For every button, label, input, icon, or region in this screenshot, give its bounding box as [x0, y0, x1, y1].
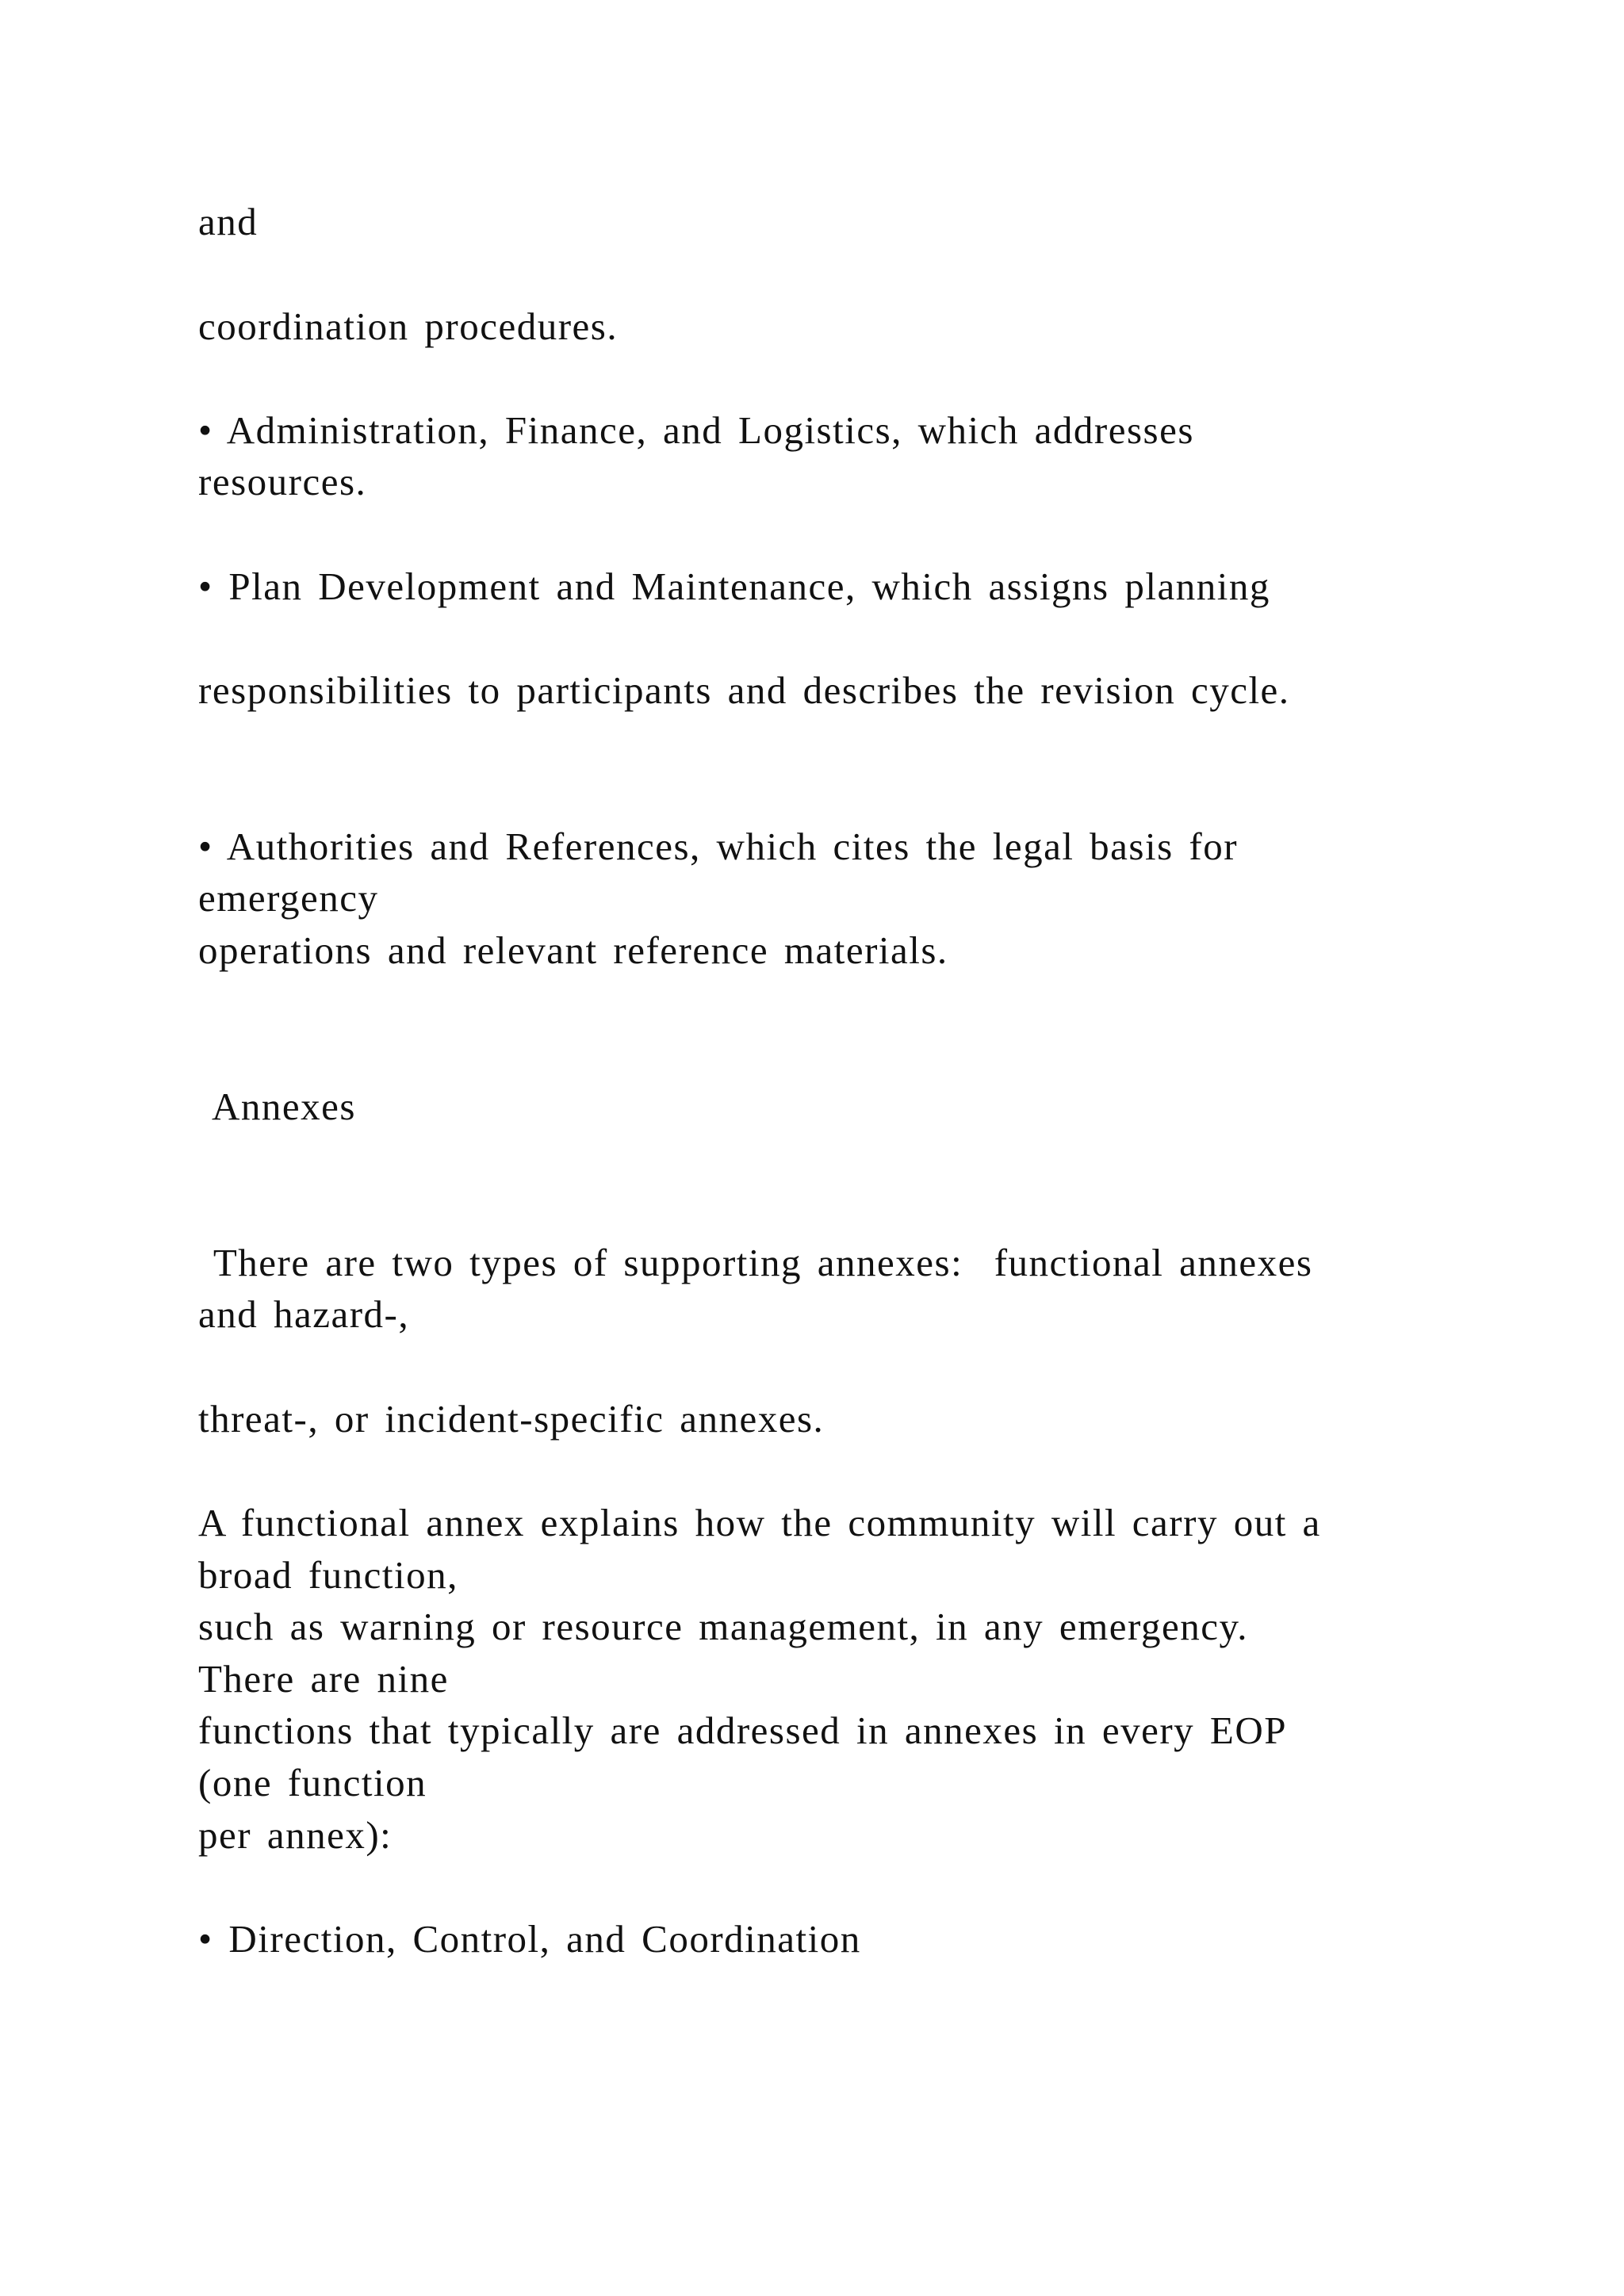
bullet-line: • Administration, Finance, and Logistics, which addresses — [198, 408, 1194, 452]
text-line: and hazard-, — [198, 1292, 410, 1336]
text-line: per annex): — [198, 1813, 393, 1857]
text-line: coordination procedures. — [198, 304, 619, 348]
text-line: (one function — [198, 1761, 427, 1804]
section-heading: Annexes — [198, 1085, 356, 1128]
text-line: responsibilities to participants and describes the revision cycle. — [198, 668, 1290, 712]
text-line: and — [198, 200, 259, 243]
bullet-line: • Authorities and References, which cites the legal basis for — [198, 825, 1239, 868]
text-line: emergency — [198, 876, 379, 920]
text-line: such as warning or resource management, in any emergency. — [198, 1605, 1249, 1648]
text-line: resources. — [198, 460, 367, 503]
text-line: functions that typically are addressed in annexes in every EOP — [198, 1709, 1287, 1752]
text-line: broad function, — [198, 1553, 458, 1597]
text-line: There are two types of supporting annexes: functional annexes — [198, 1241, 1313, 1284]
text-line: threat-, or incident-specific annexes. — [198, 1397, 825, 1441]
text-line: A functional annex explains how the community will carry out a — [198, 1501, 1321, 1544]
bullet-line: • Direction, Control, and Coordination — [198, 1917, 861, 1961]
bullet-line: • Plan Development and Maintenance, which assigns planning — [198, 564, 1270, 608]
text-line: There are nine — [198, 1657, 449, 1701]
text-line: operations and relevant reference materials. — [198, 928, 948, 972]
